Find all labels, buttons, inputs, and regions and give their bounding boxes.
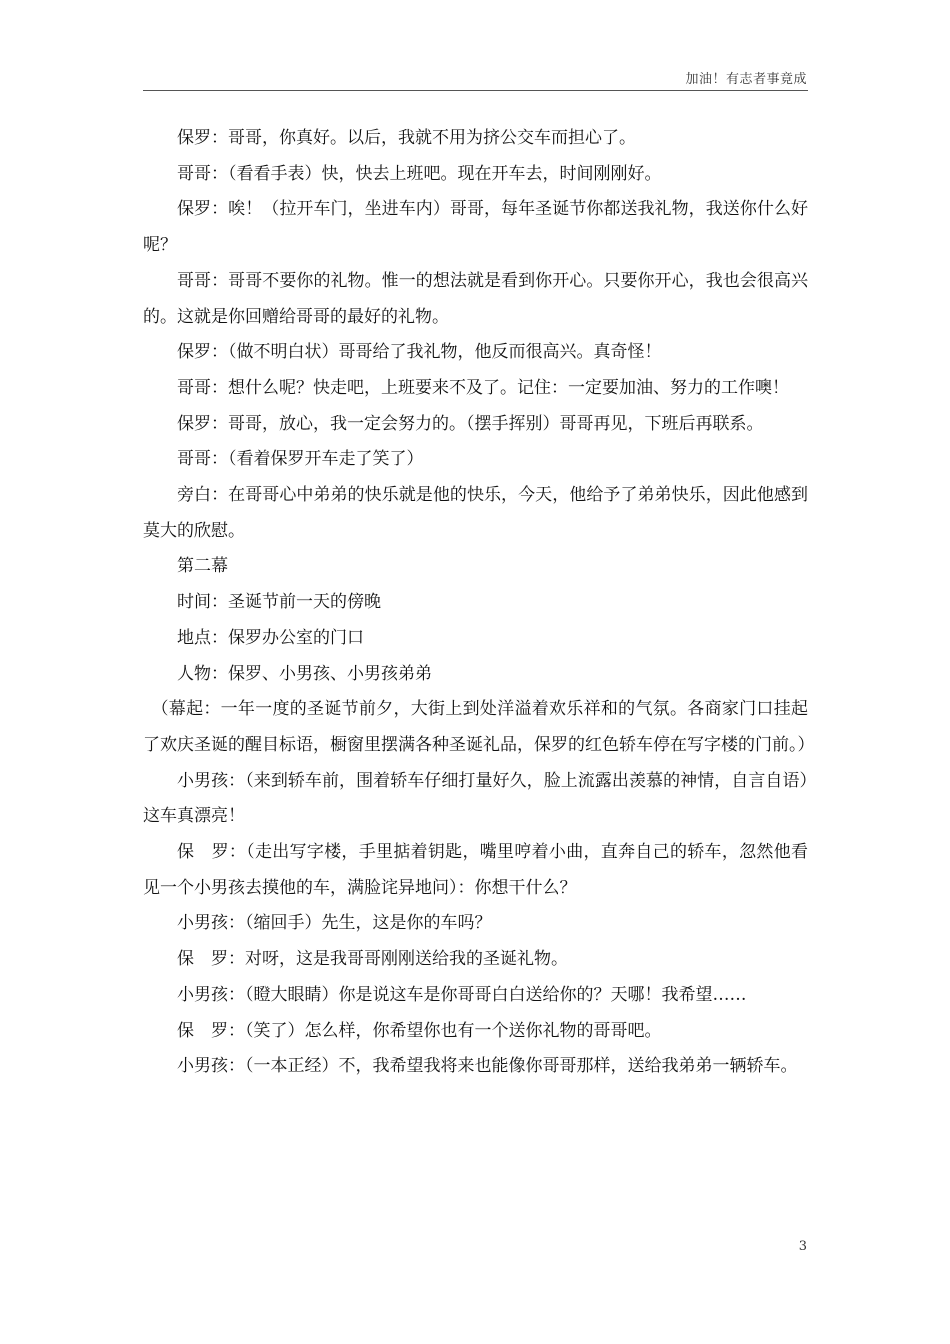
dialogue-line: 哥哥：哥哥不要你的礼物。惟一的想法就是看到你开心。只要你开心，我也会很高兴的。这就是你回赠给哥哥的最好的礼物。 <box>143 270 808 327</box>
dialogue-line: 保罗：（做不明白状）哥哥给了我礼物，他反而很高兴。真奇怪！ <box>177 342 662 363</box>
dialogue-line: 保罗：哥哥，放心，我一定会努力的。（摆手挥别）哥哥再见，下班后再联系。 <box>177 413 764 434</box>
dialogue-line: 小男孩：（瞪大眼睛）你是说这车是你哥哥白白送给你的？天哪！我希望…… <box>177 984 747 1005</box>
dialogue-line: 保罗：哥哥，你真好。以后，我就不用为挤公交车而担心了。 <box>177 128 636 148</box>
scene-location: 地点：保罗办公室的门口 <box>177 627 364 648</box>
header-motto: 加油！有志者事竟成 <box>685 72 807 87</box>
scene-characters: 人物：保罗、小男孩、小男孩弟弟 <box>177 663 432 684</box>
act-heading: 第二幕 <box>177 556 228 577</box>
stage-direction: （幕起：一年一度的圣诞节前夕，大街上到处洋溢着欢乐祥和的气氛。各商家门口挂起了欢庆圣诞的醒目标语，橱窗里摆满各种圣诞礼品，保罗的红色轿车停在写字楼的门前。） <box>143 699 815 755</box>
dialogue-line: 小男孩：（来到轿车前，围着轿车仔细打量好久，脸上流露出羡慕的神情，自言自语）这车真漂亮！ <box>143 770 808 827</box>
header-divider <box>143 90 808 91</box>
page-number: 3 <box>798 1239 807 1254</box>
scene-time: 时间：圣诞节前一天的傍晚 <box>177 592 381 613</box>
dialogue-line: 哥哥：想什么呢？快走吧，上班要来不及了。记住：一定要加油、努力的工作噢！ <box>177 377 789 398</box>
dialogue-line: 保 罗：对呀，这是我哥哥刚刚送给我的圣诞礼物。 <box>177 949 568 970</box>
dialogue-line: 小男孩：（一本正经）不，我希望我将来也能像你哥哥那样，送给我弟弟一辆轿车。 <box>177 1056 798 1077</box>
dialogue-line: 哥哥：（看看手表）快，快去上班吧。现在开车去，时间刚刚好。 <box>177 163 662 184</box>
dialogue-line: 小男孩：（缩回手）先生，这是你的车吗？ <box>177 913 492 934</box>
dialogue-line: 保 罗：（走出写字楼，手里掂着钥匙，嘴里哼着小曲，直奔自己的轿车，忽然他看见一个小男孩去摸他的车，满脸诧异地问）：你想干什么？ <box>143 842 808 898</box>
dialogue-line: 保罗：唉！（拉开车门，坐进车内）哥哥，每年圣诞节你都送我礼物，我送你什么好呢？ <box>143 199 808 256</box>
script-body <box>143 121 815 1085</box>
narration-line: 旁白：在哥哥心中弟弟的快乐就是他的快乐，今天，他给予了弟弟快乐，因此他感到莫大的欣慰。 <box>143 485 808 541</box>
dialogue-line: 保 罗：（笑了）怎么样，你希望你也有一个送你礼物的哥哥吧。 <box>177 1020 662 1041</box>
dialogue-line: 哥哥：（看着保罗开车走了笑了） <box>177 449 424 470</box>
